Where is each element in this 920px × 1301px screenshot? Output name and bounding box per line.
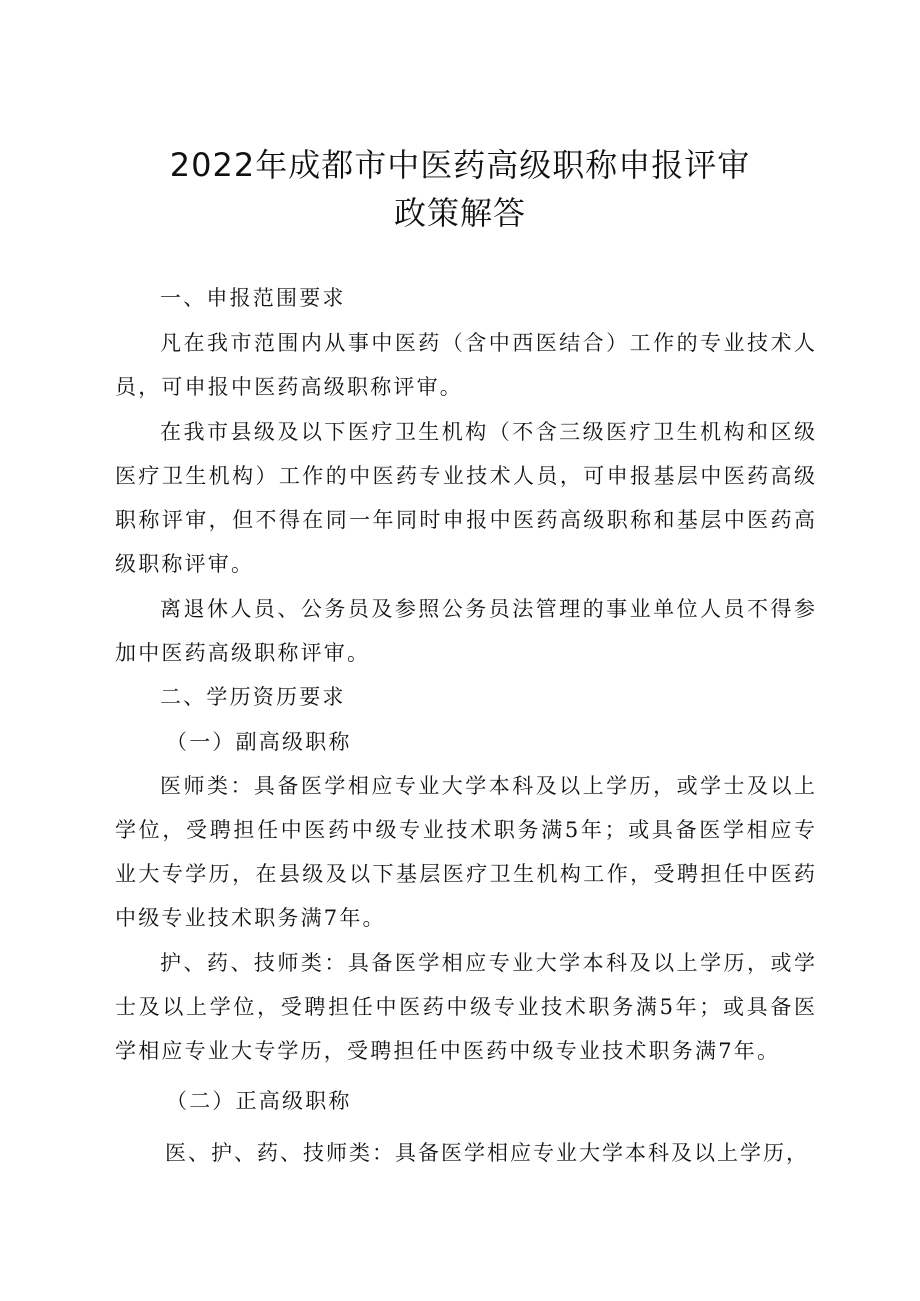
- subsection-heading-full-senior: （二）正高级职称: [166, 1089, 352, 1113]
- section-heading-scope: 一、申报范围要求: [160, 286, 346, 310]
- paragraph-line: 员，可申报中医药高级职称评审。: [115, 375, 463, 399]
- paragraph-line: 在我市县级及以下医疗卫生机构（不含三级医疗卫生机构和区级: [160, 420, 815, 444]
- document-title-line-1: 2022年成都市中医药高级职称申报评审: [169, 146, 751, 184]
- paragraph-line: 业大专学历，在县级及以下基层医疗卫生机构工作，受聘担任中医药: [115, 862, 815, 886]
- paragraph-line: 医疗卫生机构）工作的中医药专业技术人员，可申报基层中医药高级: [115, 464, 815, 488]
- paragraph-line: 离退休人员、公务员及参照公务员法管理的事业单位人员不得参: [160, 597, 815, 621]
- paragraph-line: 士及以上学位，受聘担任中医药中级专业技术职务满5年；或具备医: [115, 995, 815, 1019]
- section-heading-qualifications: 二、学历资历要求: [160, 685, 346, 709]
- paragraph-line: 职称评审，但不得在同一年同时申报中医药高级职称和基层中医药高: [115, 508, 815, 532]
- paragraph-line: 医师类：具备医学相应专业大学本科及以上学历，或学士及以上: [160, 774, 815, 798]
- paragraph-line: 凡在我市范围内从事中医药（含中西医结合）工作的专业技术人: [160, 331, 815, 355]
- paragraph-line: 学位，受聘担任中医药中级专业技术职务满5年；或具备医学相应专: [115, 818, 815, 842]
- paragraph-line: 护、药、技师类：具备医学相应专业大学本科及以上学历，或学: [160, 951, 815, 975]
- paragraph-line: 医、护、药、技师类：具备医学相应专业大学本科及以上学历，: [165, 1141, 809, 1165]
- paragraph-line: 级职称评审。: [115, 552, 255, 576]
- document-title-line-2: 政策解答: [393, 194, 526, 232]
- paragraph-line: 加中医药高级职称评审。: [115, 641, 371, 665]
- paragraph-line: 学相应专业大专学历，受聘担任中医药中级专业技术职务满7年。: [115, 1039, 781, 1063]
- subsection-heading-deputy-senior: （一）副高级职称: [166, 730, 352, 754]
- paragraph-line: 中级专业技术职务满7年。: [115, 906, 386, 930]
